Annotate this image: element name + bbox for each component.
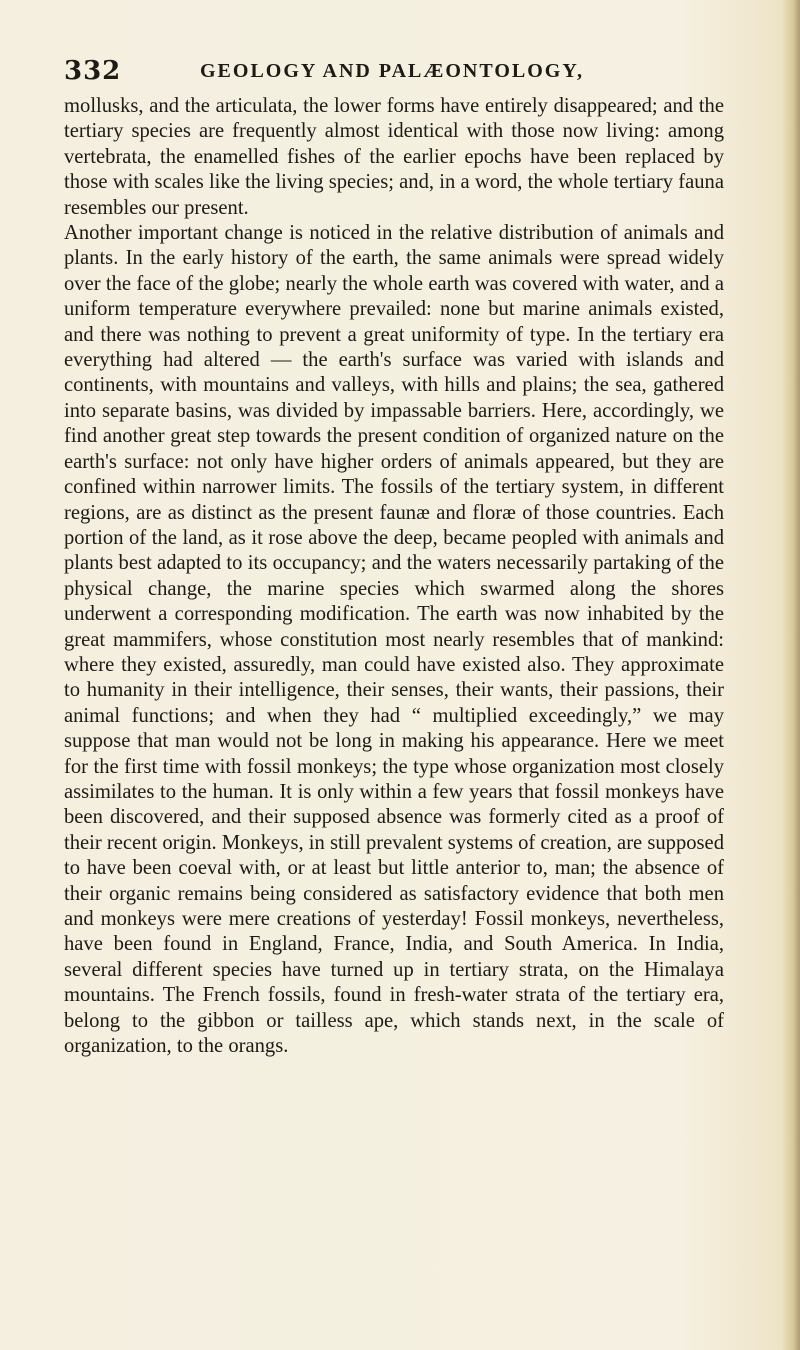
paragraph: Another important change is noticed in the relative distribution of animals and plants. In the early history of the earth, the same animals were spread widely over the face of the globe; nearly the whole earth was covered with water, and a uniform temperature everywhere prevailed: none but marine animals existed, and there was nothing to prevent a great uniformity of type. In the tertiary era everything had altered — the earth's surface was varied with islands and continents, with mountains and valleys, with hills and plains; the sea, gathered into separate basins, was divided by impassable barriers. Here, accordingly, we find another great step towards the present condition of organized nature on the earth's surface: not only have higher orders of animals appeared, but they are confined within narrower limits. The fossils of the tertiary system, in different regions, are as distinct as the present faunæ and floræ of those countries. Each portion of the land, as it rose above the deep, became peopled with animals and plants best adapted to its occupancy; and the waters necessarily partaking of the physical change, the marine species which swarmed along the shores underwent a corresponding modification. The earth was now inhabited by the great mammifers, whose constitution most nearly resembles that of mankind: where they existed, assuredly, man could have existed also. They approximate to humanity in their intelligence, their senses, their wants, their passions, their animal functions; and when they had “ multiplied exceedingly,” we may suppose that man would not be long in making his appearance. Here we meet for the first time with fossil monkeys; the type whose organization most closely assimilates to the human. It is only within a few years that fossil monkeys have been discovered, and their supposed absence was formerly cited as a proof of their recent origin. Monkeys, in still prevalent systems of creation, are supposed to have been coeval with, or at least but little anterior to, man; the absence of their organic remains being considered as satisfactory evidence that both men and monkeys were mere creations of yesterday! Fossil monkeys, nevertheless, have been found in England, France, India, and South America. In India, several different species have turned up in tertiary strata, on the Himalaya mountains. The French fossils, found in fresh-water strata of the tertiary era, belong to the gibbon or tailless ape, which stands next, in the scale of organization, to the orangs. <box>64 222 724 1058</box>
page-header <box>64 56 724 96</box>
page-number: 332 <box>64 56 122 86</box>
running-head: GEOLOGY AND PALÆONTOLOGY, <box>200 60 584 82</box>
paragraph-continued: mollusks, and the articulata, the lower forms have entirely disappeared; and the tertiary species are frequently almost identical with those now living: among vertebrata, the enamelled fishes of the earlier epochs have been replaced by those with scales like the living species; and, in a word, the whole tertiary fauna resembles our present. <box>64 95 724 219</box>
body-text <box>64 94 724 1059</box>
page-edge-shadow <box>782 0 800 1350</box>
